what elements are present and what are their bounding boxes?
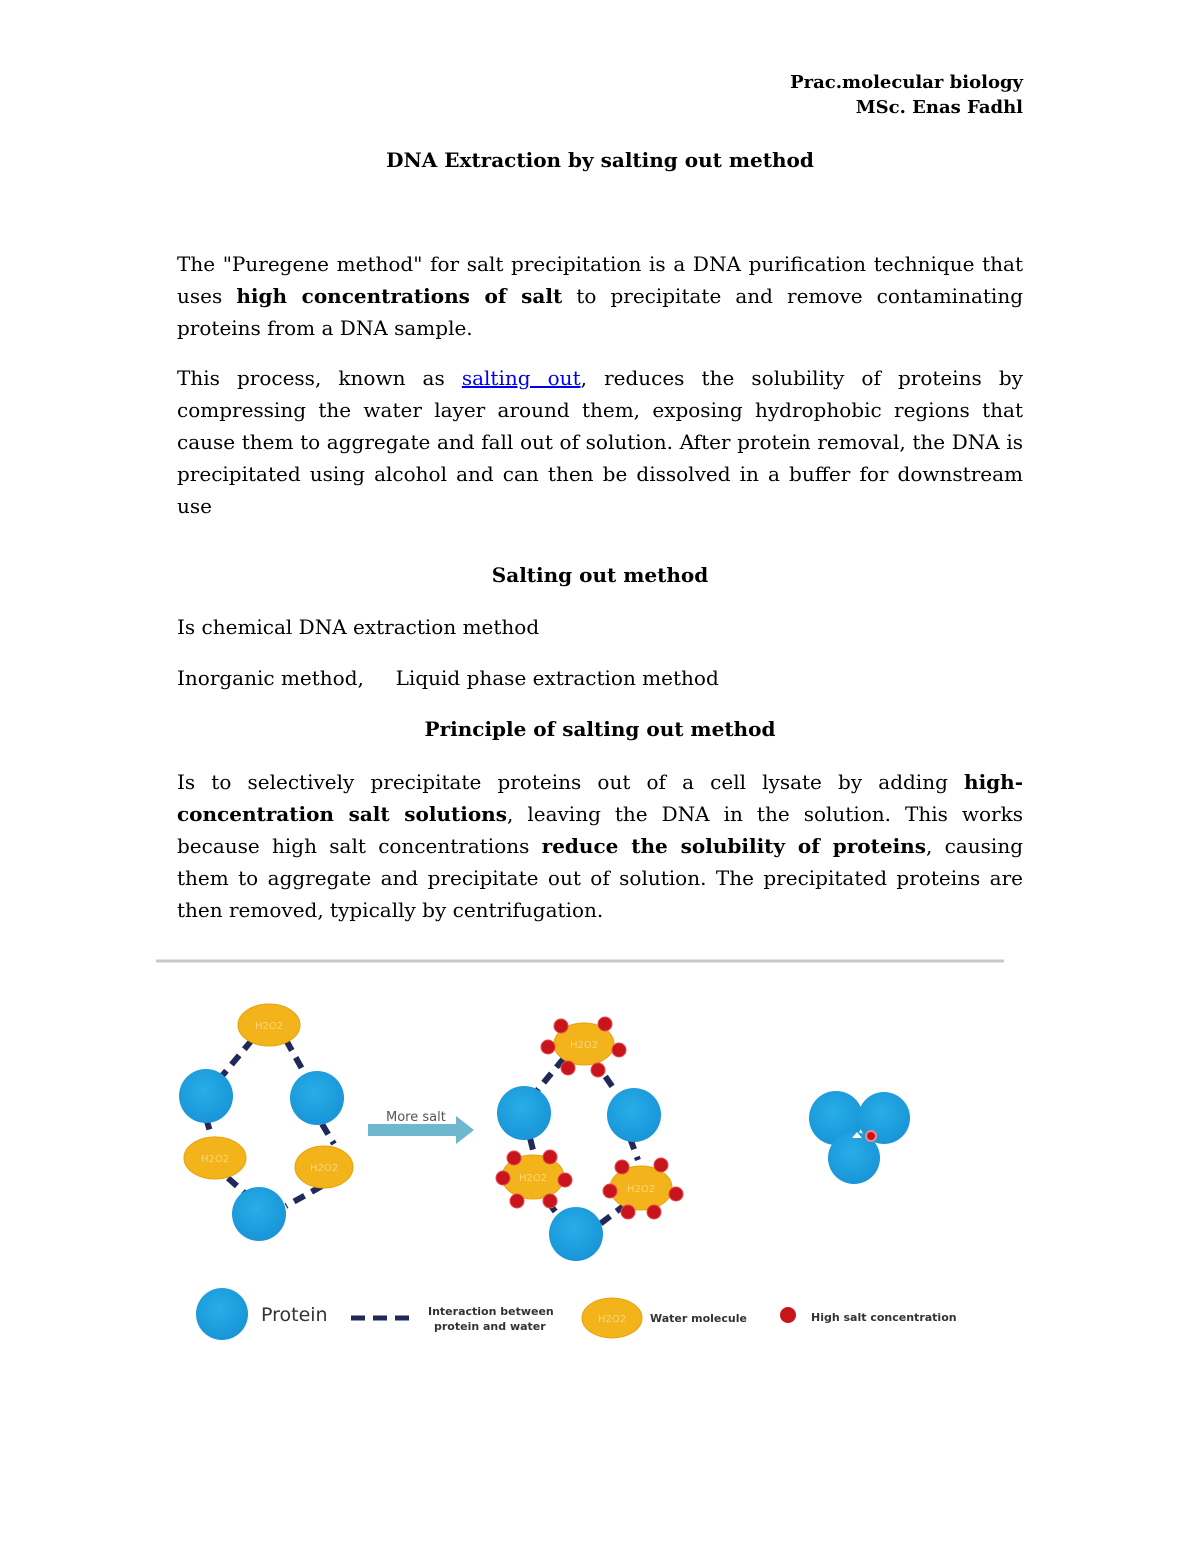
- salt-ion: [612, 1043, 626, 1057]
- salt-ion: [654, 1158, 668, 1172]
- legend-water-label: Water molecule: [650, 1312, 747, 1325]
- salt-ion: [507, 1151, 521, 1165]
- method-class-line: Inorganic method, Liquid phase extraction method: [177, 666, 719, 690]
- salt-ion: [615, 1160, 629, 1174]
- salt-ion: [541, 1040, 555, 1054]
- text: The "Puregene method" for salt precipitation is a DNA purification technique that uses: [177, 252, 1023, 308]
- protein: [232, 1187, 286, 1241]
- water-label: H2O2: [254, 1021, 284, 1032]
- legend: [196, 1288, 957, 1340]
- water-label: H2O2: [626, 1184, 656, 1195]
- more-salt-arrow: [368, 1110, 474, 1144]
- water-label: H2O2: [200, 1154, 230, 1165]
- protein: [549, 1207, 603, 1261]
- legend-protein-label: Protein: [261, 1304, 328, 1326]
- salt-ion: [558, 1173, 572, 1187]
- salting-out-diagram: [156, 958, 1004, 1354]
- salt-ion: [554, 1019, 568, 1033]
- water-label: H2O2: [569, 1040, 599, 1051]
- salt-ion: [543, 1150, 557, 1164]
- protein: [607, 1088, 661, 1142]
- text: , reduces the solubility of proteins by compressing the water layer around them, exposing hydrophobic regions that cause them to aggregate and fall out of solution. After protein removal, the DNA is precipitated using alcohol and can then be dissolved in a buffer for downstream use: [177, 366, 1023, 518]
- salt-ion: [603, 1184, 617, 1198]
- bold-text: high-concentration salt solutions: [177, 770, 1023, 826]
- salt-ion: [510, 1194, 524, 1208]
- middle-cluster: [497, 1023, 672, 1261]
- legend-interaction-label-1: Interaction between: [428, 1305, 554, 1318]
- legend-interaction-label-2: protein and water: [434, 1320, 546, 1333]
- legend-salt-swatch: [780, 1307, 796, 1323]
- arrow-label: More salt: [386, 1110, 446, 1125]
- legend-salt-label: High salt concentration: [811, 1311, 957, 1324]
- salt-ion: [669, 1187, 683, 1201]
- salt-ion: [561, 1061, 575, 1075]
- protein: [497, 1086, 551, 1140]
- legend-protein-swatch: [196, 1288, 248, 1340]
- text: Is to selectively precipitate proteins out of a cell lysate by adding: [177, 770, 965, 794]
- text: , causing them to aggregate and precipitate out of solution. The precipitated proteins are then removed, typically by centrifugation.: [177, 834, 1023, 922]
- principle-paragraph: [177, 766, 1023, 926]
- bold-text: high concentrations of salt: [236, 284, 563, 308]
- protein: [179, 1069, 233, 1123]
- bold-text: reduce the solubility of proteins: [541, 834, 926, 858]
- water-label: H2O2: [597, 1314, 627, 1325]
- header-author: MSc. Enas Fadhl: [855, 97, 1023, 118]
- header-course: Prac.molecular biology: [790, 72, 1023, 93]
- water-label: H2O2: [309, 1163, 339, 1174]
- section-heading-principle: Principle of salting out method: [424, 717, 776, 741]
- salt-ion: [598, 1017, 612, 1031]
- section-heading-salting-out: Salting out method: [491, 563, 709, 587]
- intro-paragraph-1: [177, 248, 1023, 344]
- salt-ion: [647, 1205, 661, 1219]
- page-title: DNA Extraction by salting out method: [386, 148, 814, 172]
- water-label: H2O2: [518, 1173, 548, 1184]
- salt-ion: [621, 1205, 635, 1219]
- diagram-svg: [156, 958, 1004, 1354]
- salt-ion: [496, 1171, 510, 1185]
- text: , leaving the DNA in the solution. This works because high salt concentrations: [177, 802, 1024, 858]
- protein: [290, 1071, 344, 1125]
- text: to precipitate and remove contaminating proteins from a DNA sample.: [177, 284, 1024, 340]
- left-cluster: [179, 1004, 353, 1241]
- salt-ion: [591, 1063, 605, 1077]
- text: This process, known as: [177, 366, 462, 390]
- salt-ion: [866, 1131, 876, 1141]
- intro-paragraph-2: [177, 362, 1023, 522]
- salt-ion: [543, 1194, 557, 1208]
- aggregated-proteins: [809, 1091, 910, 1184]
- method-type-line: Is chemical DNA extraction method: [177, 615, 540, 639]
- salting-out-link[interactable]: salting out: [461, 366, 581, 390]
